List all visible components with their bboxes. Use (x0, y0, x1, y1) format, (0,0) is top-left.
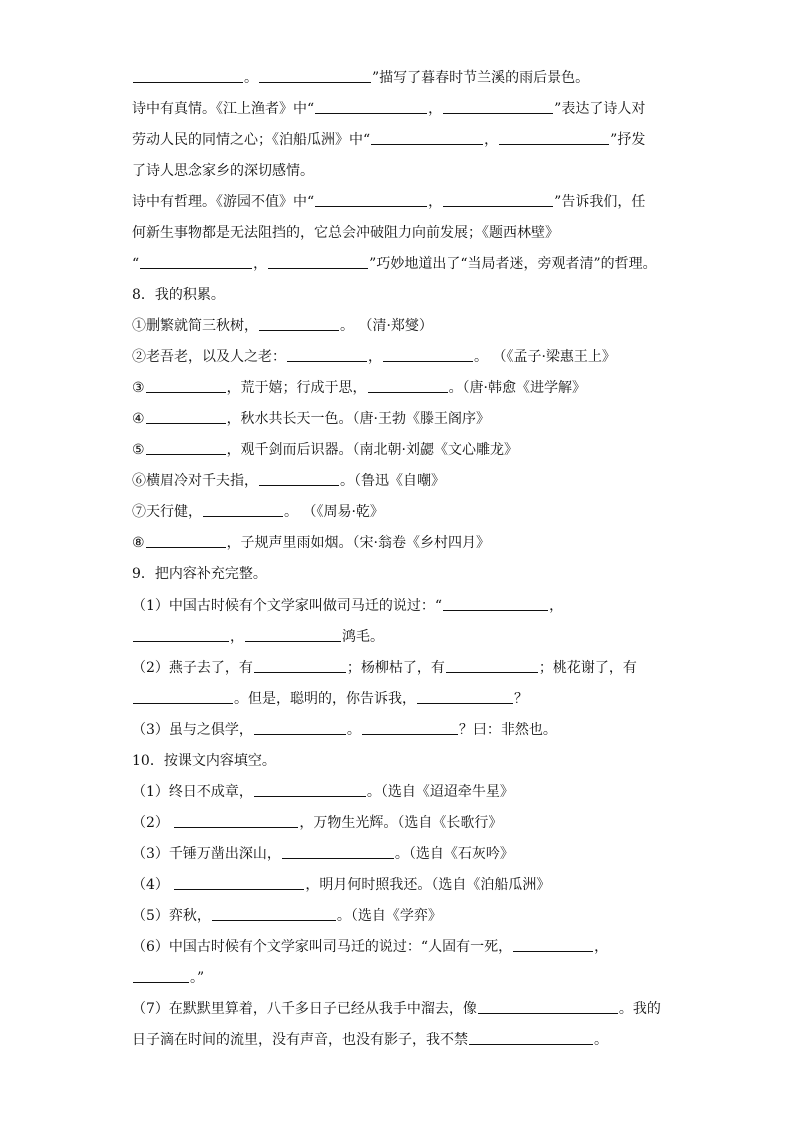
line-text: 。我的 (618, 1001, 661, 1017)
line-text: 日子滴在时间的流里，没有声音，也没有影子，我不禁 (132, 1032, 468, 1048)
line-text: 。（唐·韩愈《进学解》 (448, 380, 587, 396)
text-line (132, 813, 662, 833)
line-text: ，荒于嬉；行成于思， (226, 380, 367, 396)
line-text: ⑦天行健， (132, 504, 202, 520)
line-text: 。 (346, 722, 361, 738)
line-text: （1）中国古时候有个文学家叫做司马迁的说过：“ (132, 598, 443, 614)
line-text: （5）弈秋， (132, 908, 211, 924)
answer-blank[interactable] (174, 875, 304, 890)
answer-blank[interactable] (259, 471, 339, 486)
text-line (132, 658, 662, 678)
line-text: ， (253, 256, 268, 272)
line-text: （6）中国古时候有个文学家叫司马迁的说过：“人固有一死， (132, 939, 513, 955)
line-text: 了诗人思念家乡的深切感情。 (132, 163, 314, 179)
answer-blank[interactable] (287, 347, 367, 362)
line-text: ；桃花谢了，有 (538, 660, 637, 676)
line-text: 劳动人民的同情之心；《泊船瓜洲》中“ (132, 132, 371, 148)
line-text: ， (368, 349, 382, 365)
text-line (132, 68, 662, 88)
answer-blank[interactable] (368, 378, 448, 393)
line-text: （7）在默默里算着，八千多日子已经从我手中溜去，像 (132, 1001, 477, 1017)
answer-blank[interactable] (446, 658, 538, 673)
line-text: 。（选自《学弈》 (336, 908, 442, 924)
answer-blank[interactable] (383, 347, 473, 362)
text-line (132, 906, 662, 926)
line-text: ⑤ (132, 442, 145, 458)
answer-blank[interactable] (259, 68, 371, 83)
answer-blank[interactable] (133, 968, 189, 983)
text-line (132, 409, 662, 429)
line-text: ？ (514, 691, 528, 707)
line-text: 。（选自《迢迢牵牛星》 (366, 784, 514, 800)
answer-blank[interactable] (254, 782, 366, 797)
text-line (132, 968, 662, 988)
answer-blank[interactable] (140, 254, 252, 269)
answer-blank[interactable] (443, 192, 553, 207)
line-text: （3）虽与之俱学， (132, 722, 253, 738)
answer-blank[interactable] (133, 627, 229, 642)
text-line (132, 627, 662, 647)
line-text: 。” (190, 970, 205, 986)
answer-blank[interactable] (146, 440, 226, 455)
text-line (132, 316, 662, 336)
answer-blank[interactable] (133, 68, 243, 83)
line-text: （1）终日不成章， (132, 784, 253, 800)
text-line (132, 130, 662, 150)
line-text: ④ (132, 411, 145, 427)
text-line (132, 875, 662, 895)
text-line (132, 192, 662, 212)
line-text: 。（鲁迅《自嘲》 (340, 473, 445, 489)
line-text: 。 (244, 70, 258, 86)
line-text: 诗中有真情。《江上渔者》中“ (132, 101, 315, 117)
answer-blank[interactable] (282, 844, 394, 859)
line-text: ”描写了暮春时节兰溪的雨后景色。 (372, 70, 590, 86)
line-text: ；杨柳枯了，有 (346, 660, 445, 676)
line-text: （2） (132, 815, 174, 831)
answer-blank[interactable] (443, 596, 548, 611)
line-text: 10．按课文内容填空。 (132, 753, 276, 769)
line-text: ”抒发 (610, 132, 646, 148)
text-line (132, 223, 662, 243)
line-text: ，万物生光辉。（选自《长歌行》 (299, 815, 503, 831)
line-text: ②老吾老，以及人之老： (132, 349, 286, 365)
text-line (132, 378, 662, 398)
text-line (132, 440, 662, 460)
line-text: （2）燕子去了，有 (132, 660, 253, 676)
line-text: 。（选自《石灰吟》 (394, 846, 514, 862)
line-text: ， (549, 598, 564, 614)
text-line (132, 751, 662, 771)
line-text: ⑥横眉冷对千夫指， (132, 473, 258, 489)
answer-blank[interactable] (499, 130, 609, 145)
answer-blank[interactable] (203, 502, 283, 517)
text-line (132, 161, 662, 181)
line-text: ， (484, 132, 499, 148)
text-line (132, 596, 662, 616)
text-line (132, 782, 662, 802)
line-text: ⑧ (132, 535, 145, 551)
answer-blank[interactable] (315, 192, 427, 207)
text-line (132, 254, 662, 274)
answer-blank[interactable] (443, 99, 553, 114)
answer-blank[interactable] (146, 533, 226, 548)
text-line (132, 471, 662, 491)
line-text: ， (230, 629, 244, 645)
text-line (132, 99, 662, 119)
line-text: ，观千剑而后识器。（南北朝·刘勰《文心雕龙》 (226, 442, 519, 458)
line-text: 诗中有哲理。《游园不值》中“ (132, 194, 315, 210)
answer-blank[interactable] (513, 937, 593, 952)
line-text: ”表达了诗人对 (554, 101, 646, 117)
line-text: ③ (132, 380, 145, 396)
answer-blank[interactable] (478, 999, 618, 1014)
answer-blank[interactable] (259, 316, 339, 331)
answer-blank[interactable] (245, 627, 341, 642)
line-text: ”巧妙地道出了“当局者迷，旁观者清”的哲理。 (369, 256, 657, 272)
line-text: 8．我的积累。 (132, 287, 225, 303)
line-text: ，秋水共长天一色。（唐·王勃《滕王阁序》 (226, 411, 491, 427)
line-text: ， (428, 194, 443, 210)
line-text: 。 （《周易·乾》 (284, 504, 384, 520)
answer-blank[interactable] (417, 689, 513, 704)
line-text: 。但是，聪明的，你告诉我， (234, 691, 416, 707)
answer-blank[interactable] (371, 130, 483, 145)
answer-blank[interactable] (146, 409, 226, 424)
line-text: ？曰：非然也。 (458, 722, 557, 738)
answer-blank[interactable] (254, 658, 346, 673)
text-line (132, 285, 662, 305)
text-line (132, 533, 662, 553)
line-text: ①删繁就简三秋树， (132, 318, 258, 334)
answer-blank[interactable] (469, 1030, 593, 1045)
line-text: 鸿毛。 (342, 629, 384, 645)
line-text: ”告诉我们，任 (554, 194, 646, 210)
answer-blank[interactable] (146, 378, 226, 393)
line-text: ， (594, 939, 609, 955)
text-line (132, 844, 662, 864)
line-text: “ (132, 256, 140, 272)
line-text: 。 (594, 1032, 608, 1048)
answer-blank[interactable] (174, 813, 298, 828)
line-text: （3）千锤万凿出深山， (132, 846, 281, 862)
line-text: ， (428, 101, 443, 117)
answer-blank[interactable] (315, 99, 427, 114)
text-line (132, 1030, 662, 1050)
text-line (132, 720, 662, 740)
text-line (132, 999, 662, 1019)
line-text: 。 （《孟子·梁惠王上》 (474, 349, 616, 365)
line-text: 。 （清·郑燮） (340, 318, 433, 334)
line-text: ，明月何时照我还。（选自《泊船瓜洲》 (305, 877, 551, 893)
line-text: 9．把内容补充完整。 (132, 566, 267, 582)
text-line (132, 689, 662, 709)
line-text: （4） (132, 877, 174, 893)
text-line (132, 564, 662, 584)
answer-blank[interactable] (254, 720, 346, 735)
line-text: 何新生事物都是无法阻挡的，它总会冲破阻力向前发展；《题西林壁》 (132, 225, 559, 241)
line-text: ，子规声里雨如烟。（宋·翁卷《乡村四月》 (226, 535, 491, 551)
text-line (132, 347, 662, 367)
answer-blank[interactable] (212, 906, 336, 921)
text-line (132, 502, 662, 522)
text-line (132, 937, 662, 957)
answer-blank[interactable] (133, 689, 233, 704)
answer-blank[interactable] (362, 720, 458, 735)
answer-blank[interactable] (268, 254, 368, 269)
